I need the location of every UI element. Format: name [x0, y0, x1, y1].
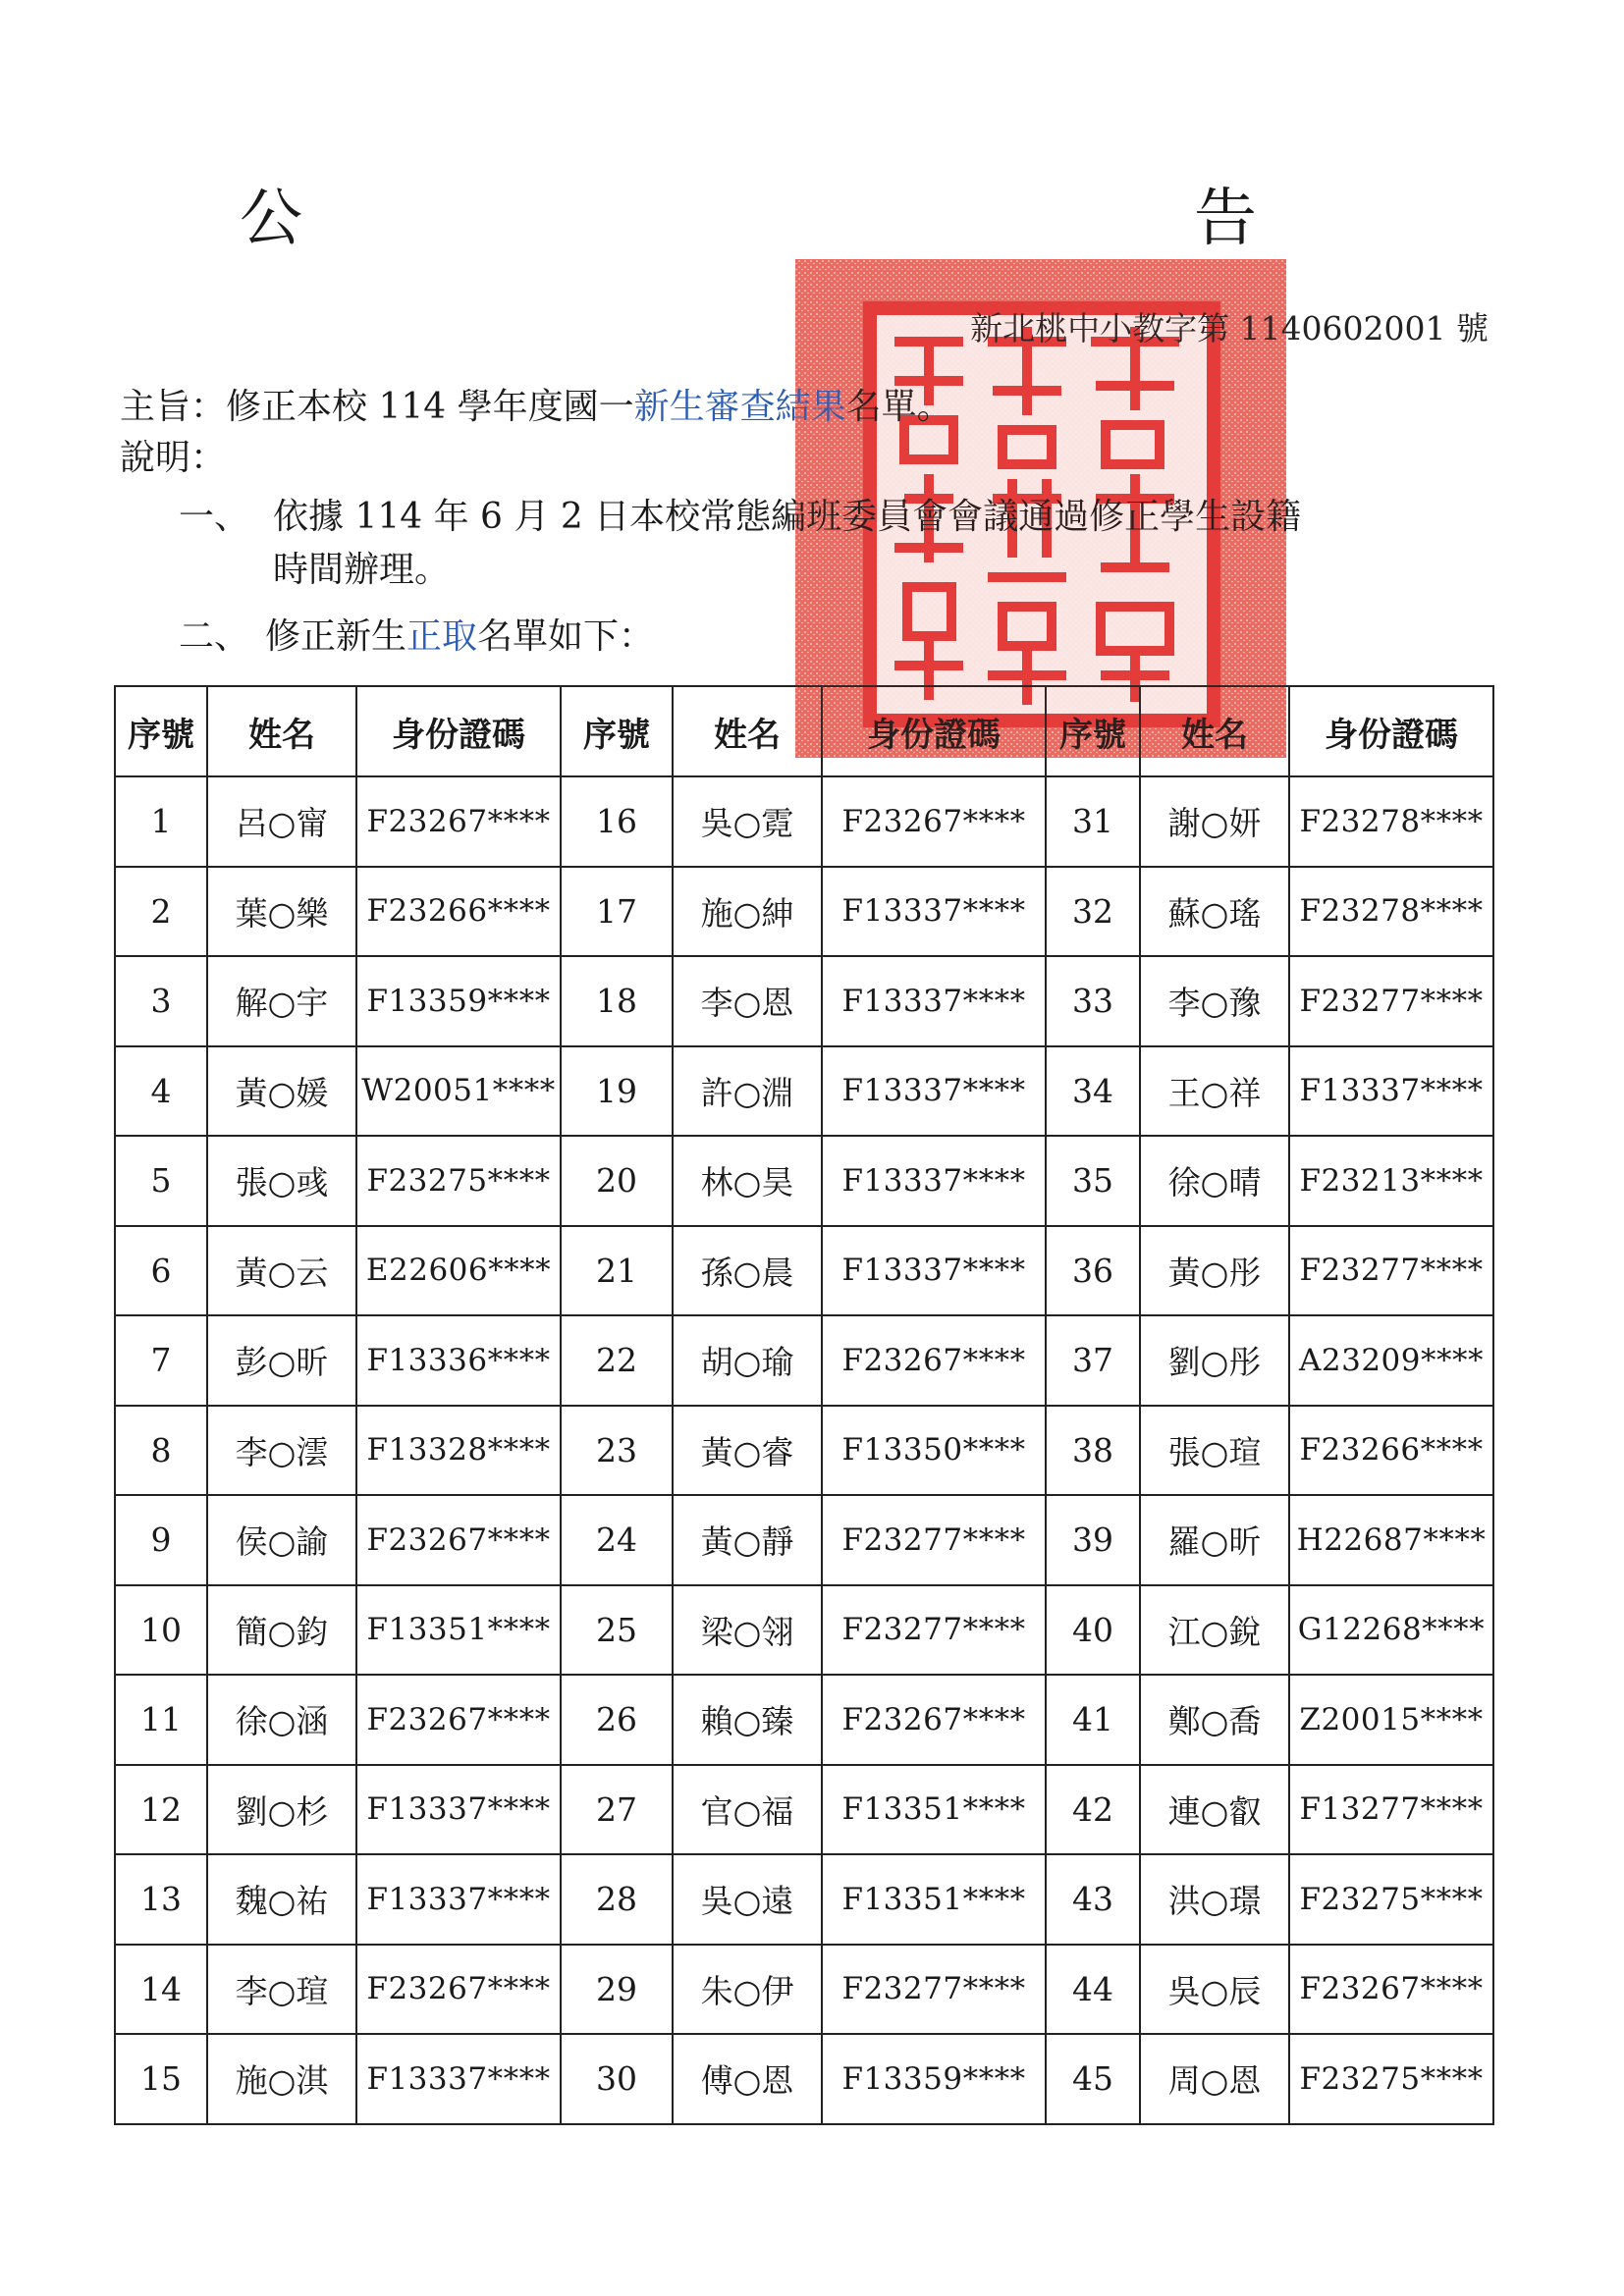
admission-roster-table — [114, 685, 1494, 2125]
id-cell: F23275**** — [356, 1136, 561, 1226]
seq-cell: 14 — [115, 1945, 207, 2035]
table-row — [115, 1495, 1493, 1585]
header-cell: 姓名 — [207, 686, 356, 776]
id-cell: F23278**** — [1289, 776, 1493, 867]
seq-cell: 21 — [561, 1226, 673, 1316]
id-cell: F13351**** — [356, 1585, 561, 1676]
table-row — [115, 1585, 1493, 1676]
id-cell: F13337**** — [822, 1136, 1046, 1226]
name-cell: 羅○昕 — [1140, 1495, 1289, 1585]
id-cell: F13337**** — [822, 1226, 1046, 1316]
name-cell: 王○祥 — [1140, 1046, 1289, 1137]
table-row — [115, 867, 1493, 957]
id-cell: A23209**** — [1289, 1315, 1493, 1406]
id-cell: F23267**** — [822, 1315, 1046, 1406]
id-cell: F23278**** — [1289, 867, 1493, 957]
id-cell: F23267**** — [356, 1495, 561, 1585]
seq-cell: 32 — [1046, 867, 1140, 957]
seq-cell: 13 — [115, 1854, 207, 1945]
header-cell: 序號 — [561, 686, 673, 776]
header-cell: 序號 — [1046, 686, 1140, 776]
seq-cell: 31 — [1046, 776, 1140, 867]
id-cell: F23275**** — [1289, 1854, 1493, 1945]
id-cell: W20051**** — [356, 1046, 561, 1137]
name-cell: 李○豫 — [1140, 956, 1289, 1046]
seq-cell: 44 — [1046, 1945, 1140, 2035]
seq-cell: 29 — [561, 1945, 673, 2035]
name-cell: 傅○恩 — [673, 2034, 822, 2124]
document-number: 新北桃中小教字第 1140602001 號 — [970, 309, 1489, 347]
name-cell: 吳○霓 — [673, 776, 822, 867]
name-cell: 周○恩 — [1140, 2034, 1289, 2124]
description-item-2 — [179, 611, 654, 664]
name-cell: 黃○媛 — [207, 1046, 356, 1137]
seq-cell: 6 — [115, 1226, 207, 1316]
seq-cell: 9 — [115, 1495, 207, 1585]
name-cell: 黃○睿 — [673, 1406, 822, 1496]
seq-cell: 41 — [1046, 1675, 1140, 1765]
seq-cell: 20 — [561, 1136, 673, 1226]
id-cell: F13328**** — [356, 1406, 561, 1496]
seq-cell: 2 — [115, 867, 207, 957]
item-2-number: 二、 — [179, 616, 250, 657]
id-cell: F13359**** — [356, 956, 561, 1046]
seq-cell: 43 — [1046, 1854, 1140, 1945]
subject-suffix: 名單。 — [845, 387, 952, 427]
seq-cell: 26 — [561, 1675, 673, 1765]
name-cell: 徐○晴 — [1140, 1136, 1289, 1226]
id-cell: H22687**** — [1289, 1495, 1493, 1585]
seq-cell: 11 — [115, 1675, 207, 1765]
seq-cell: 4 — [115, 1046, 207, 1137]
id-cell: F23267**** — [822, 776, 1046, 867]
name-cell: 李○瑄 — [207, 1945, 356, 2035]
item-1-line-1: 依據 114 年 6 月 2 日本校常態編班委員會會議通過修正學生設籍 — [273, 497, 1302, 537]
name-cell: 鄭○喬 — [1140, 1675, 1289, 1765]
seq-cell: 7 — [115, 1315, 207, 1406]
table-row — [115, 1046, 1493, 1137]
header-cell: 身份證碼 — [356, 686, 561, 776]
id-cell: E22606**** — [356, 1226, 561, 1316]
id-cell: F23277**** — [1289, 956, 1493, 1046]
id-cell: F13359**** — [822, 2034, 1046, 2124]
id-cell: Z20015**** — [1289, 1675, 1493, 1765]
id-cell: F13336**** — [356, 1315, 561, 1406]
table-row — [115, 1854, 1493, 1945]
header-cell: 序號 — [115, 686, 207, 776]
subject-highlight: 新生審查結果 — [633, 387, 846, 427]
seq-cell: 38 — [1046, 1406, 1140, 1496]
name-cell: 魏○祐 — [207, 1854, 356, 1945]
id-cell: F13337**** — [1289, 1046, 1493, 1137]
seq-cell: 33 — [1046, 956, 1140, 1046]
id-cell: F13337**** — [356, 1765, 561, 1855]
seq-cell: 3 — [115, 956, 207, 1046]
table-row — [115, 1406, 1493, 1496]
name-cell: 洪○璟 — [1140, 1854, 1289, 1945]
seq-cell: 18 — [561, 956, 673, 1046]
name-cell: 許○淵 — [673, 1046, 822, 1137]
id-cell: F23277**** — [822, 1585, 1046, 1676]
id-cell: F23277**** — [822, 1945, 1046, 2035]
table-body — [115, 776, 1493, 2124]
id-cell: F23267**** — [356, 776, 561, 867]
id-cell: F13337**** — [822, 867, 1046, 957]
seq-cell: 40 — [1046, 1585, 1140, 1676]
seq-cell: 8 — [115, 1406, 207, 1496]
name-cell: 李○澐 — [207, 1406, 356, 1496]
table-row — [115, 1315, 1493, 1406]
header-cell: 身份證碼 — [822, 686, 1046, 776]
table-row — [115, 2034, 1493, 2124]
name-cell: 徐○涵 — [207, 1675, 356, 1765]
table-row — [115, 1765, 1493, 1855]
name-cell: 連○叡 — [1140, 1765, 1289, 1855]
seq-cell: 10 — [115, 1585, 207, 1676]
id-cell: F13277**** — [1289, 1765, 1493, 1855]
name-cell: 梁○翎 — [673, 1585, 822, 1676]
id-cell: F23275**** — [1289, 2034, 1493, 2124]
seq-cell: 25 — [561, 1585, 673, 1676]
seq-cell: 17 — [561, 867, 673, 957]
id-cell: F13337**** — [356, 1854, 561, 1945]
seq-cell: 12 — [115, 1765, 207, 1855]
id-cell: G12268**** — [1289, 1585, 1493, 1676]
seq-cell: 15 — [115, 2034, 207, 2124]
header-cell: 姓名 — [1140, 686, 1289, 776]
name-cell: 黃○云 — [207, 1226, 356, 1316]
table-row — [115, 1675, 1493, 1765]
description-label: 說明： — [120, 438, 227, 478]
name-cell: 黃○靜 — [673, 1495, 822, 1585]
name-cell: 施○淇 — [207, 2034, 356, 2124]
name-cell: 簡○鈞 — [207, 1585, 356, 1676]
name-cell: 孫○晨 — [673, 1226, 822, 1316]
seq-cell: 42 — [1046, 1765, 1140, 1855]
header-cell: 身份證碼 — [1289, 686, 1493, 776]
item-2-suffix: 名單如下： — [477, 616, 655, 657]
name-cell: 李○恩 — [673, 956, 822, 1046]
seq-cell: 35 — [1046, 1136, 1140, 1226]
seq-cell: 39 — [1046, 1495, 1140, 1585]
item-1-line-2: 時間辦理。 — [273, 550, 451, 590]
page-title: 公 告 — [240, 183, 1512, 255]
id-cell: F23277**** — [822, 1495, 1046, 1585]
name-cell: 謝○妍 — [1140, 776, 1289, 867]
seq-cell: 45 — [1046, 2034, 1140, 2124]
name-cell: 葉○樂 — [207, 867, 356, 957]
seq-cell: 19 — [561, 1046, 673, 1137]
id-cell: F13351**** — [822, 1765, 1046, 1855]
seq-cell: 28 — [561, 1854, 673, 1945]
item-2-highlight: 正取 — [406, 616, 478, 657]
subject-prefix: 主旨：修正本校 114 學年度國一 — [120, 387, 634, 427]
id-cell: F23267**** — [356, 1675, 561, 1765]
name-cell: 彭○昕 — [207, 1315, 356, 1406]
name-cell: 賴○臻 — [673, 1675, 822, 1765]
name-cell: 官○福 — [673, 1765, 822, 1855]
id-cell: F23267**** — [356, 1945, 561, 2035]
id-cell: F13350**** — [822, 1406, 1046, 1496]
table-row — [115, 1136, 1493, 1226]
id-cell: F13337**** — [822, 1046, 1046, 1137]
name-cell: 黃○彤 — [1140, 1226, 1289, 1316]
description-item-1 — [179, 491, 1475, 597]
id-cell: F23267**** — [822, 1675, 1046, 1765]
name-cell: 劉○杉 — [207, 1765, 356, 1855]
seq-cell: 37 — [1046, 1315, 1140, 1406]
seq-cell: 5 — [115, 1136, 207, 1226]
id-cell: F23277**** — [1289, 1226, 1493, 1316]
table-header-row — [115, 686, 1493, 776]
name-cell: 林○昊 — [673, 1136, 822, 1226]
table-row — [115, 1226, 1493, 1316]
seq-cell: 27 — [561, 1765, 673, 1855]
seq-cell: 30 — [561, 2034, 673, 2124]
name-cell: 吳○辰 — [1140, 1945, 1289, 2035]
seq-cell: 24 — [561, 1495, 673, 1585]
name-cell: 吳○遠 — [673, 1854, 822, 1945]
name-cell: 解○宇 — [207, 956, 356, 1046]
name-cell: 江○銳 — [1140, 1585, 1289, 1676]
name-cell: 蘇○瑤 — [1140, 867, 1289, 957]
name-cell: 呂○甯 — [207, 776, 356, 867]
table-row — [115, 776, 1493, 867]
name-cell: 張○彧 — [207, 1136, 356, 1226]
subject-line — [120, 381, 952, 434]
name-cell: 侯○諭 — [207, 1495, 356, 1585]
seq-cell: 34 — [1046, 1046, 1140, 1137]
item-2-prefix: 修正新生 — [265, 616, 407, 657]
table-row — [115, 1945, 1493, 2035]
id-cell: F23266**** — [1289, 1406, 1493, 1496]
id-cell: F23213**** — [1289, 1136, 1493, 1226]
seq-cell: 36 — [1046, 1226, 1140, 1316]
id-cell: F13351**** — [822, 1854, 1046, 1945]
id-cell: F13337**** — [822, 956, 1046, 1046]
name-cell: 張○瑄 — [1140, 1406, 1289, 1496]
name-cell: 胡○瑜 — [673, 1315, 822, 1406]
header-cell: 姓名 — [673, 686, 822, 776]
seq-cell: 23 — [561, 1406, 673, 1496]
seq-cell: 1 — [115, 776, 207, 867]
name-cell: 劉○彤 — [1140, 1315, 1289, 1406]
id-cell: F23267**** — [1289, 1945, 1493, 2035]
id-cell: F23266**** — [356, 867, 561, 957]
table-row — [115, 956, 1493, 1046]
item-1-number: 一、 — [179, 497, 250, 537]
name-cell: 施○紳 — [673, 867, 822, 957]
seq-cell: 16 — [561, 776, 673, 867]
id-cell: F13337**** — [356, 2034, 561, 2124]
seq-cell: 22 — [561, 1315, 673, 1406]
name-cell: 朱○伊 — [673, 1945, 822, 2035]
